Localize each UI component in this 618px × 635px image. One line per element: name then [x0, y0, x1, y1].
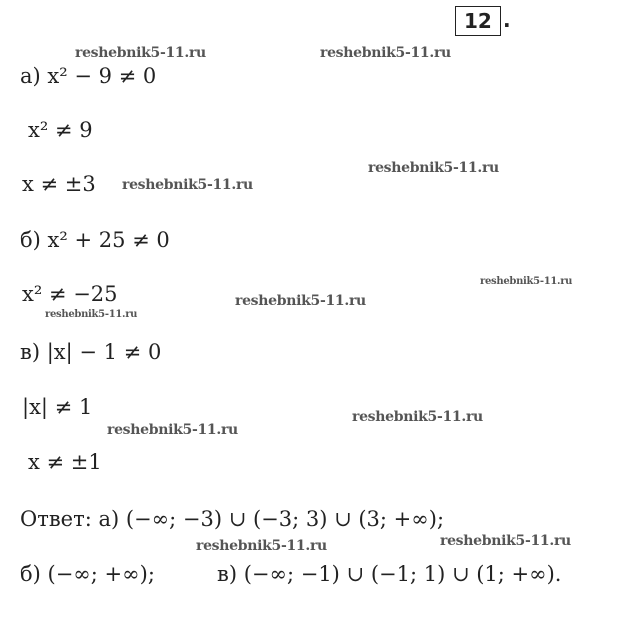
watermark: reshebnik5-11.ru [440, 533, 571, 549]
answer-a: Ответ: а) (−∞; −3) ∪ (−3; 3) ∪ (3; +∞); [20, 507, 445, 531]
watermark: reshebnik5-11.ru [235, 293, 366, 309]
watermark: reshebnik5-11.ru [368, 160, 499, 176]
watermark: reshebnik5-11.ru [320, 45, 451, 61]
task-number-dot: . [503, 8, 511, 32]
watermark: reshebnik5-11.ru [122, 177, 253, 193]
line-a-equation: а) x² − 9 ≠ 0 [20, 64, 157, 88]
answer-c: в) (−∞; −1) ∪ (−1; 1) ∪ (1; +∞). [217, 562, 562, 586]
line-c-equation: в) |x| − 1 ≠ 0 [20, 340, 162, 364]
watermark: reshebnik5-11.ru [352, 409, 483, 425]
line-a-step2: x ≠ ±3 [22, 172, 96, 196]
line-b-equation: б) x² + 25 ≠ 0 [20, 228, 170, 252]
line-b-step1: x² ≠ −25 [22, 282, 118, 306]
watermark: reshebnik5-11.ru [107, 422, 238, 438]
line-c-step2: x ≠ ±1 [28, 450, 102, 474]
task-number-box: 12 [455, 6, 501, 36]
watermark: reshebnik5-11.ru [45, 309, 138, 320]
watermark: reshebnik5-11.ru [480, 276, 573, 287]
line-a-step1: x² ≠ 9 [28, 118, 93, 142]
watermark: reshebnik5-11.ru [75, 45, 206, 61]
watermark: reshebnik5-11.ru [196, 538, 327, 554]
answer-b: б) (−∞; +∞); [20, 562, 155, 586]
line-c-step1: |x| ≠ 1 [22, 395, 93, 419]
